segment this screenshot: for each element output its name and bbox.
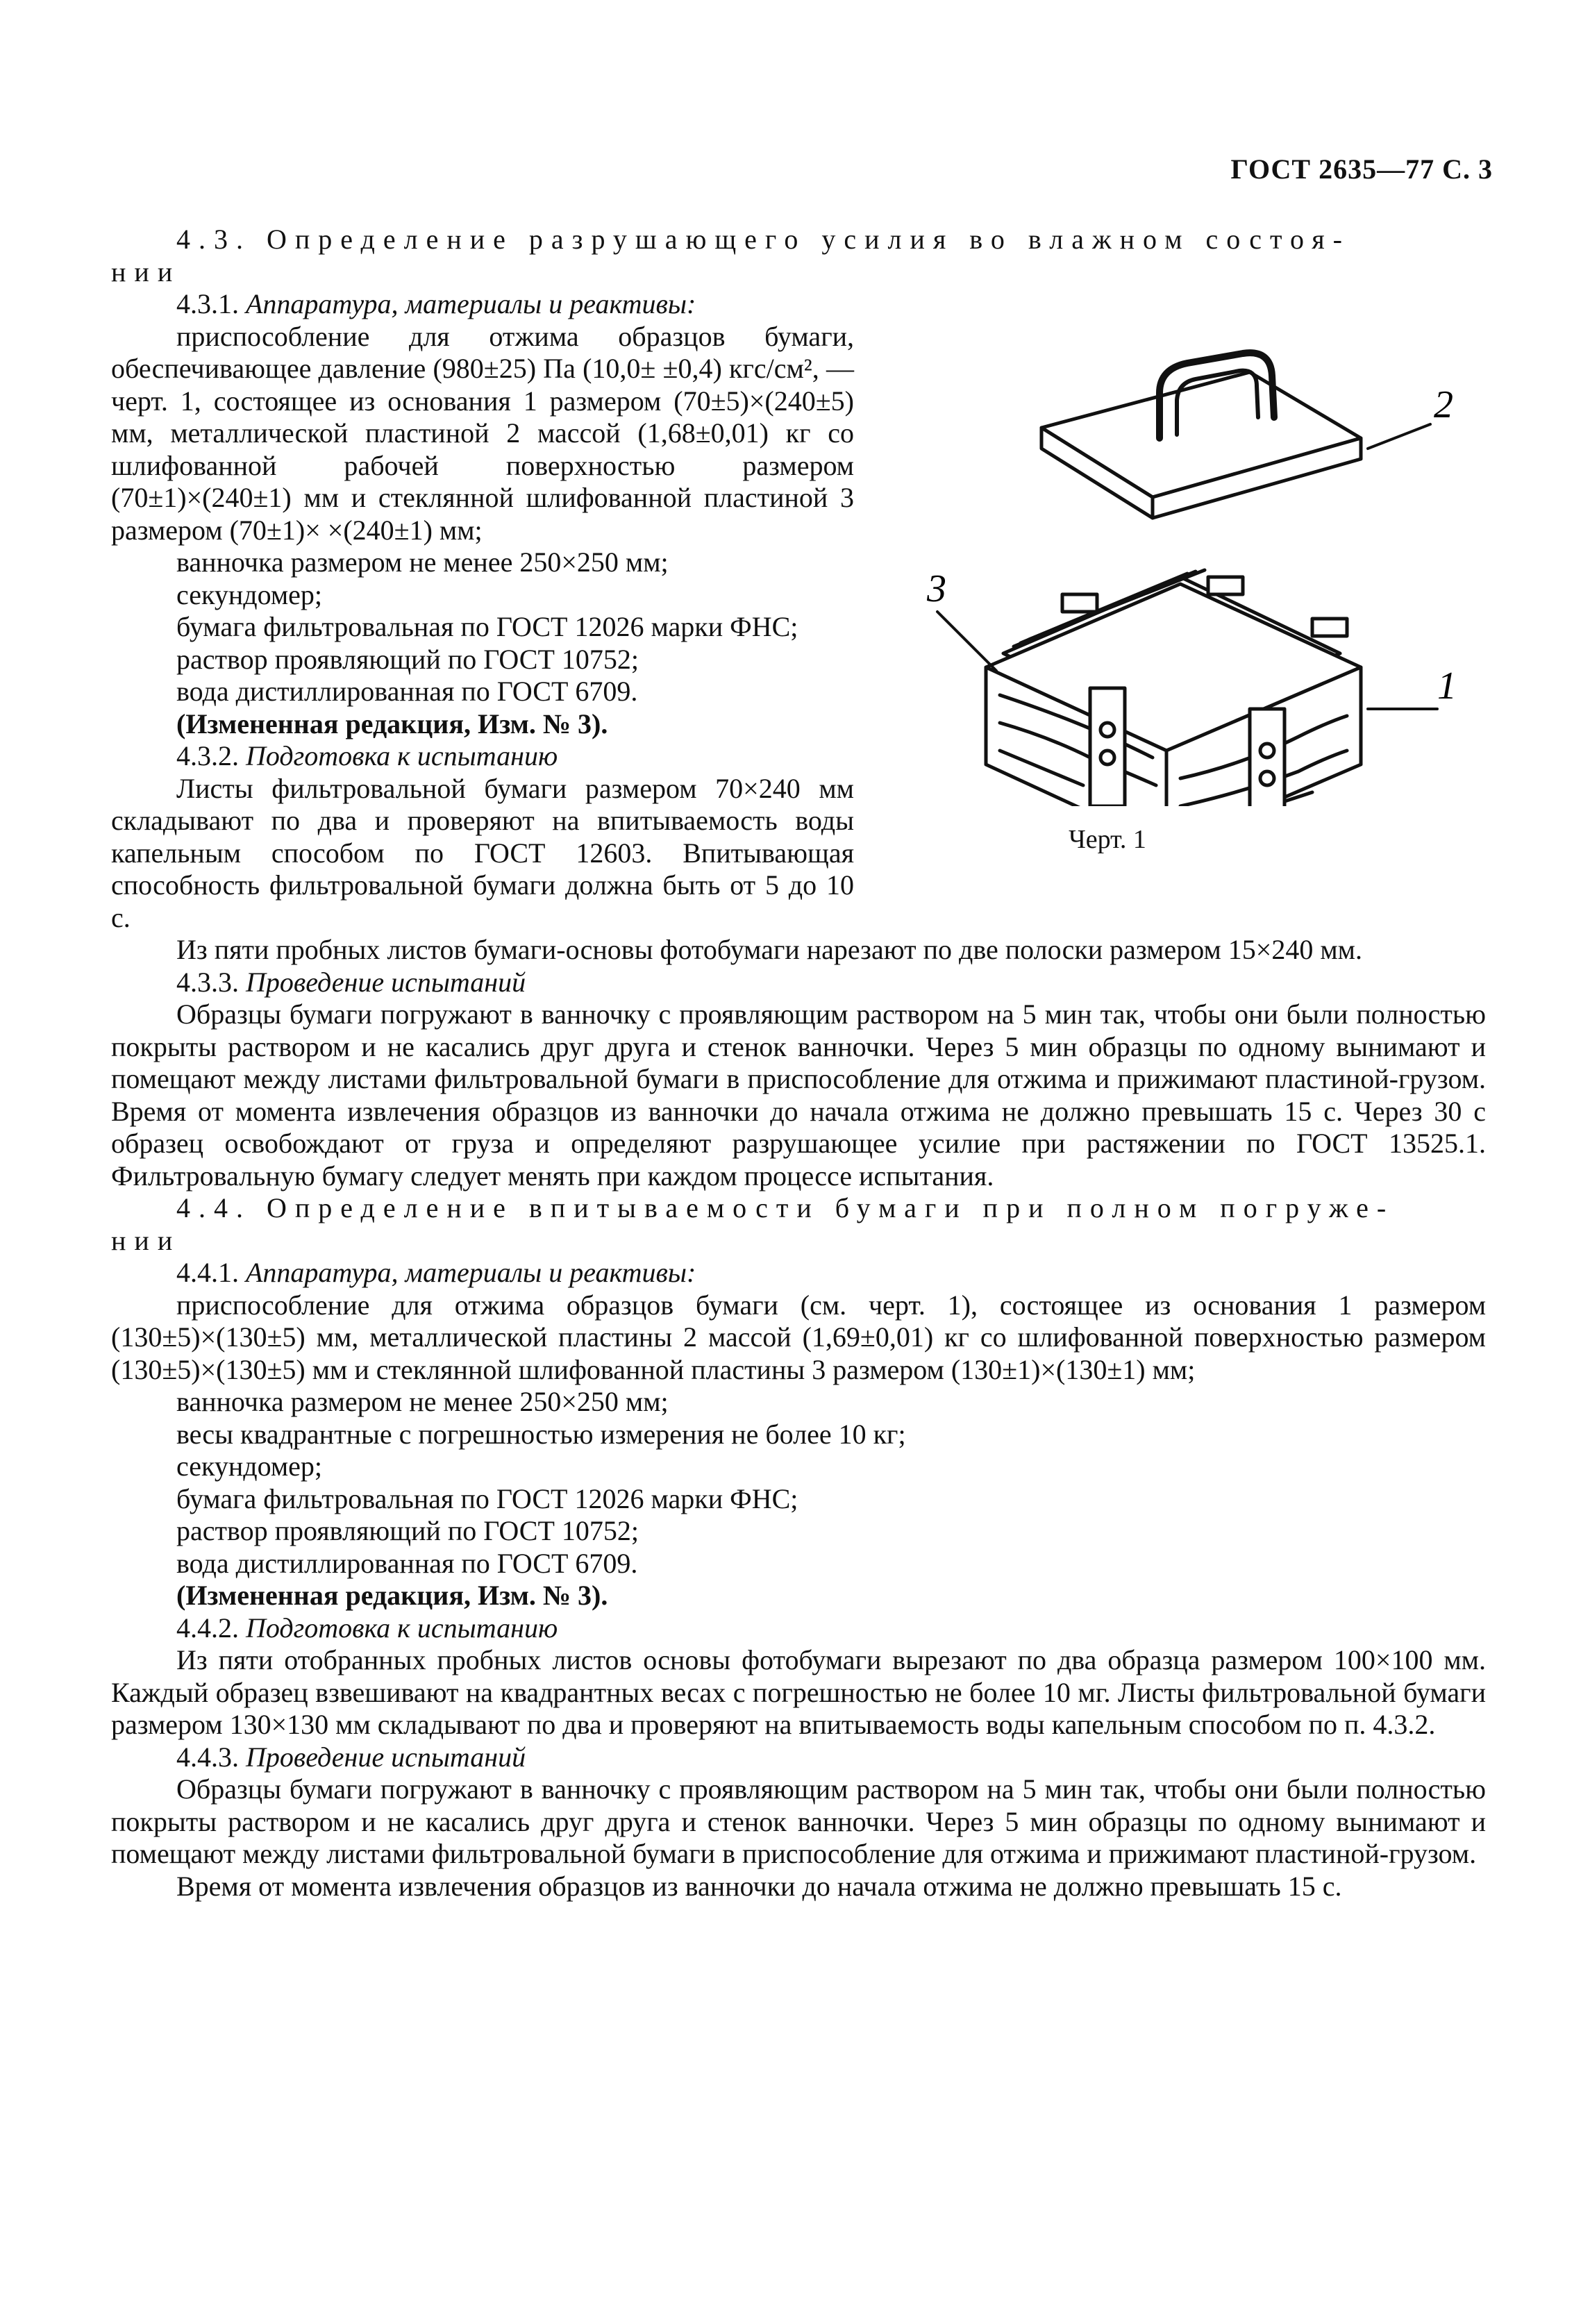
list-item: вода дистиллированная по ГОСТ 6709. <box>176 676 638 707</box>
section-4-4-1-heading <box>111 1257 1486 1289</box>
list-item: ванночка размером не менее 250×250 мм; <box>176 1386 669 1417</box>
section-number: 4.4.3. <box>176 1741 246 1773</box>
section-number: 4.3.1. <box>176 288 246 319</box>
section-number: 4.3.2. <box>176 740 246 771</box>
paragraph: Из пяти пробных листов бумаги-основы фотобумаги нарезают по две полоски размером 15×240 мм. <box>176 934 1362 965</box>
list-item: бумага фильтровальная по ГОСТ 12026 марки ФНС; <box>176 1482 798 1514</box>
section-title: Аппаратура, материалы и реактивы: <box>246 288 696 319</box>
page-header: ГОСТ 2635—77 С. 3 <box>1230 153 1493 185</box>
list-item: вода дистиллированная по ГОСТ 6709. <box>176 1547 638 1579</box>
list-item: раствор проявляющий по ГОСТ 10752; <box>176 643 639 675</box>
section-4-3-title: 4.3. Определение разрушающего усилия во влажном состоя- <box>176 224 1350 255</box>
section-title: Подготовка к испытанию <box>246 740 558 771</box>
label-1: 1 <box>1437 664 1457 708</box>
label-2: 2 <box>1434 383 1453 426</box>
pressing-device-drawing <box>882 320 1486 806</box>
section-4-3-title-end: нии <box>111 256 181 287</box>
section-number: 4.3.3. <box>176 966 246 998</box>
clip-left <box>1090 688 1125 806</box>
figure-caption: Черт. 1 <box>1069 825 1146 854</box>
section-4-3-1-description: приспособление для отжима образцов бумаги, обеспечивающее давление (980±25) Па (10,0± ±0,4) кгс/см², — черт. 1, состоящее из основания 1 размером (70±5)×(240±5) мм, металлической пластиной 2 массой (1,68±0,01) кг со шлифованной рабочей поверхностью размером (70±1)×(240±1) мм и стеклянной шлифованной пластиной 3 размером (70±1)× ×(240±1) мм; <box>111 320 854 546</box>
list-item: весы квадрантные с погрешностью измерения не более 10 кг; <box>176 1418 906 1450</box>
section-4-4-2-heading <box>111 1612 1486 1645</box>
list-item: ванночка размером не менее 250×250 мм; <box>176 546 669 578</box>
section-number: 4.4.1. <box>176 1257 246 1288</box>
figure-pressing-device <box>882 320 1486 876</box>
label-3: 3 <box>927 567 946 610</box>
section-title: Проведение испытаний <box>246 1741 526 1773</box>
amendment-note: (Измененная редакция, Изм. № 3). <box>176 1580 608 1611</box>
paragraph: Из пяти отобранных пробных листов основы фотобумаги вырезают по два образца размером 100×100 мм. Каждый образец взвешивают на квадрантных весах с погрешностью не более 10 мг. Листы фильтровальной бумаги размером 130×130 мм складывают по два и проверяют на впитываемость воды капельным способом по п. 4.3.2. <box>111 1644 1486 1740</box>
paragraph: Листы фильтровальной бумаги размером 70×240 мм складывают по два и проверяют на впитываемость воды капельным способом по ГОСТ 12603. Впитывающая способность фильтровальной бумаги должна быть от 5 до 10 с. <box>111 772 854 933</box>
paragraph: Образцы бумаги погружают в ванночку с проявляющим раствором на 5 мин так, чтобы они были полностью покрыты раствором и не касались друг друга и стенок ванночки. Через 5 мин образцы по одному вынимают и помещают между листами фильтровальной бумаги в приспособление для отжима и прижимают пластиной-грузом. Время от момента извлечения образцов из ванночки до начала отжима не должно превышать 15 с. Через 30 с образец освобождают от груза и определяют разрушающее усилие при растяжении по ГОСТ 13525.1. Фильтровальную бумагу следует менять при каждом процессе испытания. <box>111 998 1486 1192</box>
section-4-3-1-heading <box>111 288 1486 321</box>
section-4-4-title: 4.4. Определение впитываемости бумаги при полном погруже- <box>176 1192 1395 1223</box>
list-item: секундомер; <box>176 1451 323 1482</box>
section-4-3-3-heading <box>111 967 1486 999</box>
list-item: секундомер; <box>176 578 323 610</box>
section-4-4-1-description: приспособление для отжима образцов бумаги (см. черт. 1), состоящее из основания 1 размером (130±5)×(130±5) мм, металлической пластины 2 массой (1,69±0,01) кг со шлифованной поверхностью размером (130±5)×(130±5) мм и стеклянной шлифованной пластины 3 размером (130±1)×(130±1) мм; <box>111 1289 1486 1385</box>
paragraph: Время от момента извлечения образцов из ванночки до начала отжима не должно превышать 15 с. <box>176 1870 1342 1902</box>
section-number: 4.4.2. <box>176 1612 246 1644</box>
list-item: бумага фильтровальная по ГОСТ 12026 марки ФНС; <box>176 611 798 642</box>
section-title: Подготовка к испытанию <box>246 1612 558 1644</box>
section-4-4-title-end: нии <box>111 1224 181 1256</box>
document-body <box>111 224 1486 1903</box>
section-4-4-3-heading <box>111 1741 1486 1774</box>
paragraph: Образцы бумаги погружают в ванночку с проявляющим раствором на 5 мин так, чтобы они были полностью покрыты раствором и не касались друг друга и стенок ванночки. Через 5 мин образцы по одному вынимают и помещают между листами фильтровальной бумаги в приспособление для отжима и прижимают пластиной-грузом. <box>111 1773 1486 1869</box>
section-title: Аппаратура, материалы и реактивы: <box>246 1257 696 1288</box>
list-item: раствор проявляющий по ГОСТ 10752; <box>176 1515 639 1546</box>
amendment-note: (Измененная редакция, Изм. № 3). <box>176 708 608 739</box>
section-title: Проведение испытаний <box>246 966 526 998</box>
